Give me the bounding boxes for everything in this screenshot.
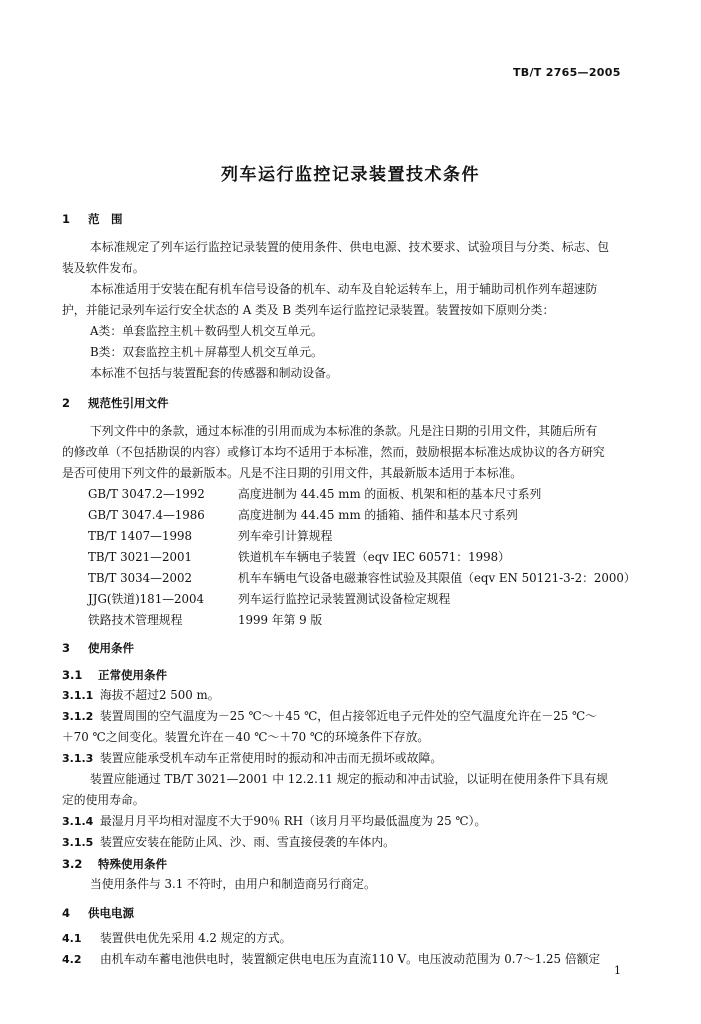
reference-code: 铁路技术管理规程 <box>88 613 183 627</box>
clause-text: 由机车动车蓄电池供电时，装置额定供电电压为直流110 V。电压波动范围为 0.7～1.25 倍额定 <box>100 952 601 966</box>
paragraph-line: 装及软件发布。 <box>62 261 145 275</box>
clause-number: 3.1.2 <box>62 710 94 723</box>
reference-title: 列车牵引计算规程 <box>238 529 333 543</box>
clause-number: 4.1 <box>62 932 82 945</box>
reference-item <box>88 508 518 522</box>
class-b-text: B类：双套监控主机＋屏幕型人机交互单元。 <box>90 345 323 359</box>
clause-text: 装置应能承受机车动车正常使用时的振动和冲击而无损坏或故障。 <box>100 751 443 765</box>
section-number: 1 <box>62 212 71 226</box>
section-number: 4 <box>62 906 71 920</box>
subsection-3-1-heading <box>62 667 167 683</box>
paragraph-line: ＋70 ℃之间变化。装置允许在－40 ℃～＋70 ℃的环境条件下存放。 <box>62 730 430 744</box>
reference-code: JJG(铁道)181—2004 <box>88 592 205 606</box>
reference-code: TB/T 3021—2001 <box>88 550 192 564</box>
paragraph-line: 装置应能通过 TB/T 3021—2001 中 12.2.11 规定的振动和冲击试验，以证明在使用条件下具有规 <box>90 772 608 786</box>
clause-3-1-4 <box>62 814 486 829</box>
reference-item <box>88 571 636 585</box>
section-3-heading <box>62 640 134 656</box>
paragraph-line: 当使用条件与 3.1 不符时，由用户和制造商另行商定。 <box>90 877 376 891</box>
standard-code: TB/T 2765—2005 <box>513 66 621 79</box>
section-title: 规范性引用文件 <box>88 396 169 410</box>
reference-code: GB/T 3047.4—1986 <box>88 508 205 522</box>
reference-code: TB/T 1407—1998 <box>88 529 192 543</box>
clause-text: 装置应安装在能防止风、沙、雨、雪直接侵袭的车体内。 <box>100 835 395 849</box>
paragraph-line: 本标准适用于安装在配有机车信号设备的机车、动车及自轮运转车上，用于辅助司机作列车超速防 <box>90 282 598 296</box>
reference-item <box>88 529 332 543</box>
paragraph-line: 护，并能记录列车运行安全状态的 A 类及 B 类列车运行监控记录装置。装置按如下原则分类： <box>62 303 555 317</box>
clause-3-1-5 <box>62 835 395 850</box>
class-a-text: A类：单套监控主机＋数码型人机交互单元。 <box>90 324 323 338</box>
subsection-title: 正常使用条件 <box>98 668 167 682</box>
clause-number: 4.2 <box>62 953 82 966</box>
reference-item <box>88 592 450 606</box>
section-2-heading <box>62 395 169 411</box>
section-number: 2 <box>62 396 71 410</box>
clause-text: 装置供电优先采用 4.2 规定的方式。 <box>100 931 292 945</box>
section-4-heading <box>62 905 134 921</box>
clause-4-2 <box>62 952 600 967</box>
clause-number: 3.1.4 <box>62 815 94 828</box>
subsection-title: 特殊使用条件 <box>98 857 167 871</box>
clause-4-1 <box>62 931 291 946</box>
reference-title: 机车车辆电气设备电磁兼容性试验及其限值（eqv EN 50121-3-2：2000） <box>238 571 636 585</box>
clause-number: 3.1.3 <box>62 752 94 765</box>
subsection-number: 3.2 <box>62 857 83 871</box>
section-number: 3 <box>62 641 71 655</box>
reference-title: 列车运行监控记录装置测试设备检定规程 <box>238 592 451 606</box>
reference-title: 高度进制为 44.45 mm 的插箱、插件和基本尺寸系列 <box>238 508 518 522</box>
paragraph-line: 的修改单（不包括勘误的内容）或修订本均不适用于本标准，然而，鼓励根据本标准达成协议的各方研究 <box>62 445 605 459</box>
reference-item <box>88 550 510 564</box>
clause-text: 装置周围的空气温度为－25 ℃～＋45 ℃，但占接邻近电子元件处的空气温度允许在－25 ℃～ <box>100 709 597 723</box>
reference-code: TB/T 3034—2002 <box>88 571 192 585</box>
section-title: 范 围 <box>88 212 123 226</box>
reference-title: 高度进制为 44.45 mm 的面板、机架和柜的基本尺寸系列 <box>238 487 542 501</box>
reference-item <box>88 487 541 501</box>
section-title: 供电电源 <box>88 906 134 920</box>
document-title: 列车运行监控记录装置技术条件 <box>221 165 480 185</box>
paragraph-line: 下列文件中的条款，通过本标准的引用而成为本标准的条款。凡是注日期的引用文件，其随后所有 <box>90 424 598 438</box>
clause-3-1-3 <box>62 751 442 766</box>
clause-3-1-1 <box>62 688 220 703</box>
page-number: 1 <box>614 964 621 977</box>
clause-text: 海拔不超过2 500 m。 <box>100 688 220 702</box>
reference-title: 铁道机车车辆电子装置（eqv IEC 60571：1998） <box>238 550 510 564</box>
section-1-heading <box>62 211 123 227</box>
paragraph-line: 是否可使用下列文件的最新版本。凡是不注日期的引用文件，其最新版本适用于本标准。 <box>62 466 523 480</box>
reference-code: GB/T 3047.2—1992 <box>88 487 205 501</box>
clause-number: 3.1.1 <box>62 689 94 702</box>
clause-text: 最湿月月平均相对湿度不大于90％ RH（该月月平均最低温度为 25 ℃）。 <box>100 814 487 828</box>
section-title: 使用条件 <box>88 641 134 655</box>
reference-item <box>88 613 322 627</box>
clause-number: 3.1.5 <box>62 836 94 849</box>
paragraph-line: 定的使用寿命。 <box>62 793 145 807</box>
reference-title: 1999 年第 9 版 <box>238 613 323 627</box>
clause-3-1-2 <box>62 709 597 724</box>
subsection-number: 3.1 <box>62 668 83 682</box>
exclusion-text: 本标准不包括与装置配套的传感器和制动设备。 <box>90 366 338 380</box>
paragraph-line: 本标准规定了列车运行监控记录装置的使用条件、供电电源、技术要求、试验项目与分类、标志、包 <box>90 240 610 254</box>
subsection-3-2-heading <box>62 856 167 872</box>
